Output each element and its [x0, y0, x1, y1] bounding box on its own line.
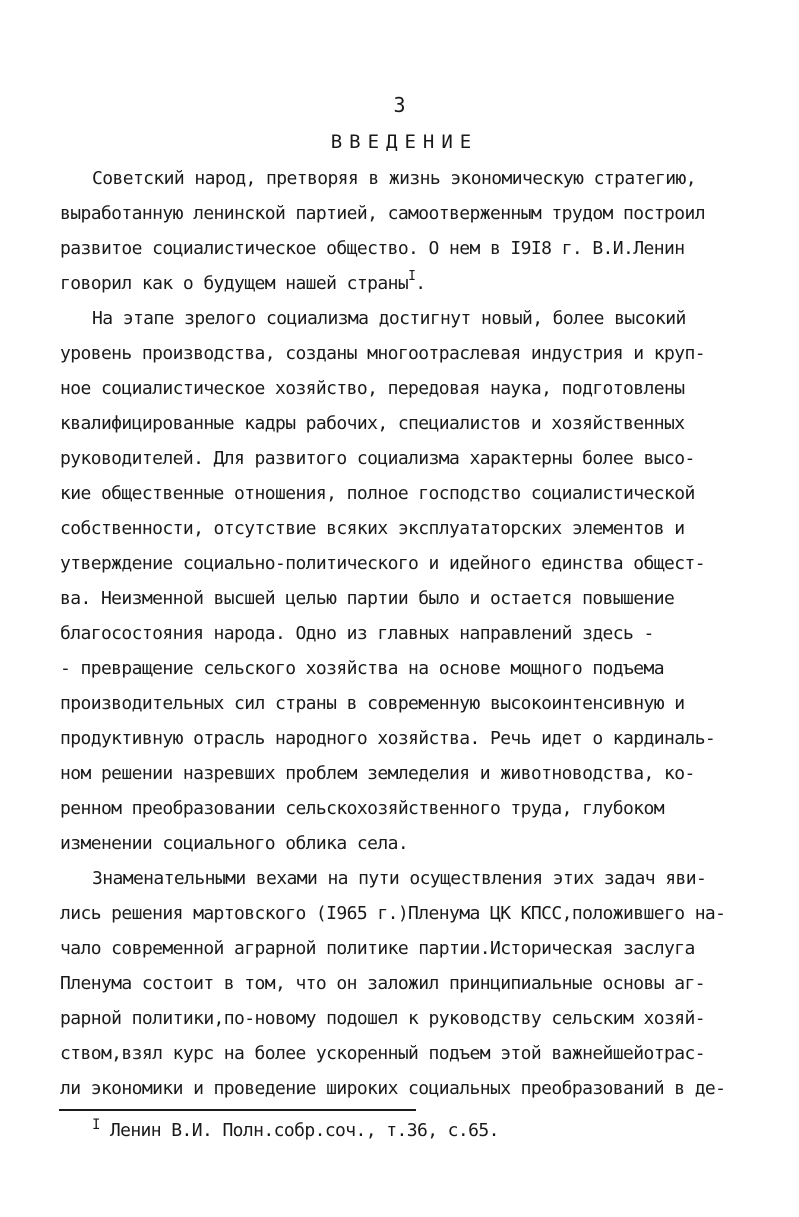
paragraph-2-line-16: изменении социального облика села. [60, 833, 409, 854]
paragraph-3-line-3: чало современной аграрной политике партии.Историческая заслуга [60, 938, 695, 959]
paragraph-2-line-7: собственности, отсутствие всяких эксплуататорских элементов и [60, 518, 685, 539]
paragraph-3-line-1: Знаменательными вехами на пути осуществления этих задач яви- [92, 868, 707, 889]
paragraph-2-line-15: ренном преобразовании сельскохозяйственного труда, глубоком [60, 798, 664, 819]
paragraph-3-line-7: ли экономики и проведение широких социальных преобразований в де- [60, 1078, 726, 1099]
paragraph-2-line-14: ном решении назревших проблем земледелия и животноводства, ко- [60, 763, 695, 784]
paragraph-1-line-4-end: . [415, 273, 426, 294]
paragraph-3-line-6: ством,взял курс на более ускоренный подъем этой важнейшейотрас- [60, 1043, 705, 1064]
paragraph-2-line-9: ва. Неизменной высшей целью партии было и остается повышение [60, 588, 675, 609]
paragraph-2-line-12: производительных сил страны в современную высокоинтенсивную и [60, 693, 685, 714]
paragraph-1-line-4-text: говорил как о будущем нашей страны [60, 273, 409, 294]
paragraph-2-line-10: благосостояния народа. Одно из главных направлений здесь - [60, 623, 654, 644]
paragraph-3-line-2: лись решения мартовского (I965 г.)Пленума ЦК КПСС,положившего на- [60, 903, 726, 924]
paragraph-3-line-5: рарной политики,по-новому подошел к руководству сельским хозяй- [60, 1008, 705, 1029]
paragraph-2-line-6: кие общественные отношения, полное господство социалистической [60, 483, 695, 504]
paragraph-2-line-8: утверждение социально-политического и идейного единства общест- [60, 553, 705, 574]
paragraph-2-line-13: продуктивную отрасль народного хозяйства. Речь идет о кардиналь- [60, 728, 716, 749]
paragraph-3-line-4: Пленума состоит в том, что он заложил принципиальные основы аг- [60, 973, 705, 994]
footnote-divider [59, 1109, 416, 1111]
footnote [92, 1118, 499, 1145]
footnote-reference: I [408, 269, 416, 284]
section-heading: ВВЕДЕНИЕ [330, 131, 479, 153]
paragraph-2-line-1: На этапе зрелого социализма достигнут новый, более высокий [92, 308, 686, 329]
paragraph-2-line-11: - превращение сельского хозяйства на основе мощного подъема [60, 658, 664, 679]
footnote-mark: I [92, 1117, 100, 1133]
paragraph-1-line-2: выработанную ленинской партией, самоотверженным трудом построил [60, 203, 705, 224]
paragraph-2-line-5: руководителей. Для развитого социализма характерны более высо- [60, 448, 695, 469]
paragraph-1-line-4 [60, 271, 426, 299]
footnote-text: Ленин В.И. Полн.собр.соч., т.36, с.65. [109, 1120, 499, 1141]
paragraph-1-line-1: Советский народ, претворяя в жизнь экономическую стратегию, [92, 168, 696, 189]
paragraph-2-line-2: уровень производства, созданы многоотраслевая индустрия и круп- [60, 343, 705, 364]
paragraph-1-line-3: развитое социалистическое общество. О нем в I9I8 г. В.И.Ленин [60, 238, 685, 259]
page-number: 3 [393, 93, 406, 117]
paragraph-2-line-4: квалифицированные кадры рабочих, специалистов и хозяйственных [60, 413, 685, 434]
paragraph-2-line-3: ное социалистическое хозяйство, передовая наука, подготовлены [60, 378, 685, 399]
